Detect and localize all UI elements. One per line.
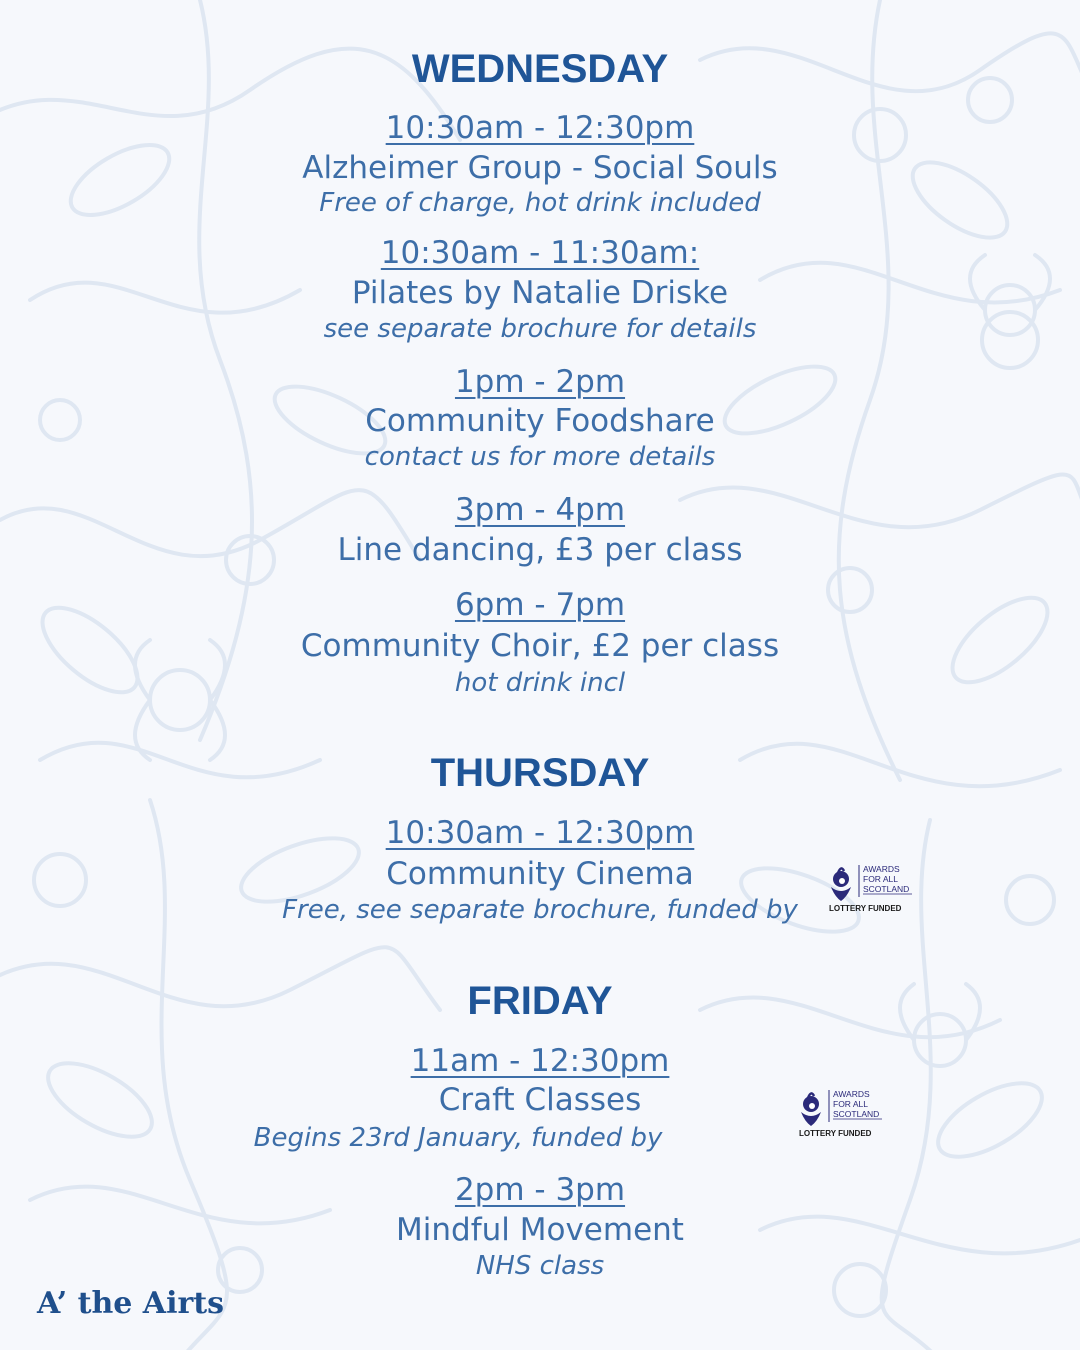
event-title: Line dancing, £3 per class — [337, 532, 743, 568]
event-note: Free, see separate brochure, funded by — [282, 895, 798, 925]
event-title: Community Choir, £2 per class — [300, 628, 780, 664]
crossed-fingers-icon — [801, 1093, 821, 1126]
event-time: 1pm - 2pm — [454, 364, 626, 400]
svg-text:LOTTERY FUNDED: LOTTERY FUNDED — [829, 904, 902, 913]
event-time: 11am - 12:30pm — [410, 1043, 670, 1079]
event-title: Mindful Movement — [396, 1212, 684, 1248]
event-time: 2pm - 3pm — [454, 1172, 626, 1208]
awards-for-all-lottery-logo — [826, 861, 918, 915]
svg-text:SCOTLAND: SCOTLAND — [833, 1109, 880, 1119]
event-title: Pilates by Natalie Driske — [351, 275, 729, 311]
brand-logo-text: A’ the Airts — [37, 1286, 225, 1321]
svg-text:AWARDS: AWARDS — [863, 864, 900, 874]
event-title: Craft Classes — [438, 1082, 642, 1118]
crossed-fingers-icon — [831, 868, 851, 901]
event-time: 10:30am - 11:30am: — [380, 235, 700, 271]
svg-text:AWARDS: AWARDS — [833, 1089, 870, 1099]
event-note: NHS class — [475, 1251, 605, 1281]
event-time: 10:30am - 12:30pm — [385, 815, 695, 851]
event-title: Alzheimer Group - Social Souls — [302, 150, 778, 186]
svg-text:SCOTLAND: SCOTLAND — [863, 884, 910, 894]
event-note: contact us for more details — [364, 442, 716, 472]
svg-text:LOTTERY FUNDED: LOTTERY FUNDED — [799, 1129, 872, 1138]
event-title: Community Cinema — [386, 856, 694, 892]
event-note: hot drink incl — [454, 668, 626, 698]
day-heading: WEDNESDAY — [411, 47, 669, 91]
event-note: Free of charge, hot drink included — [319, 188, 761, 218]
svg-text:FOR ALL: FOR ALL — [833, 1099, 868, 1109]
day-heading: FRIDAY — [467, 979, 613, 1023]
event-note: Begins 23rd January, funded by — [253, 1123, 663, 1153]
svg-text:FOR ALL: FOR ALL — [863, 874, 898, 884]
day-heading: THURSDAY — [430, 751, 650, 795]
event-title: Community Foodshare — [365, 403, 715, 439]
event-note: see separate brochure for details — [323, 314, 757, 344]
awards-for-all-lottery-logo — [796, 1086, 888, 1140]
event-time: 6pm - 7pm — [454, 587, 626, 623]
event-time: 10:30am - 12:30pm — [385, 110, 695, 146]
event-time: 3pm - 4pm — [454, 492, 626, 528]
